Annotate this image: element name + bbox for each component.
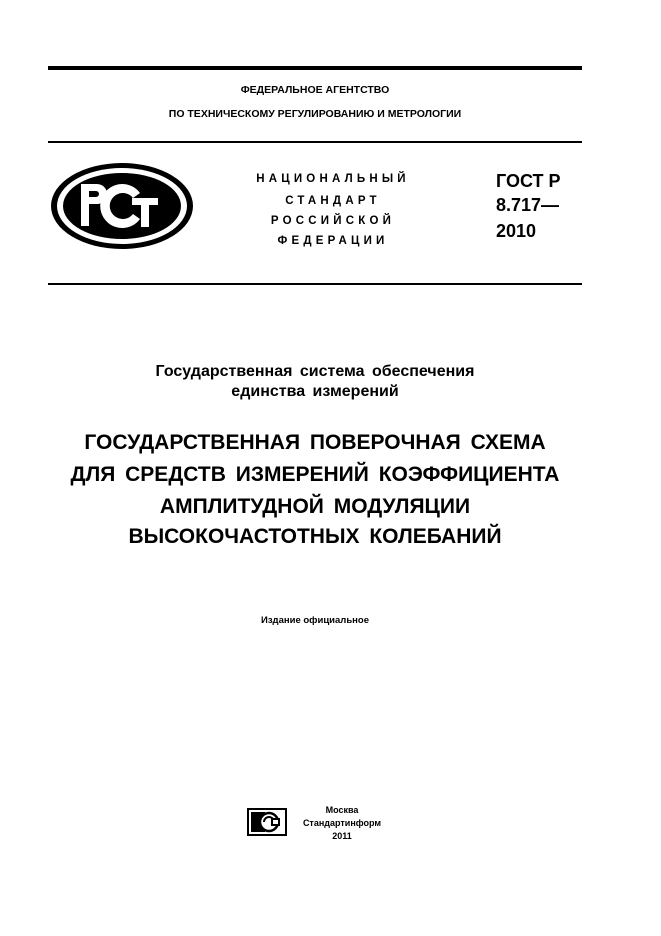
publisher-name: Стандартинформ xyxy=(302,818,382,828)
national-line-3: РОССИЙСКОЙ xyxy=(270,215,396,227)
gost-code-line-1: ГОСТ Р xyxy=(496,171,561,191)
series-line-1: Государственная система обеспечения xyxy=(155,363,475,380)
edition-label: Издание официальное xyxy=(261,615,369,626)
national-line-1: НАЦИОНАЛЬНЫЙ xyxy=(256,173,410,185)
gost-code-line-3: 2010 xyxy=(496,221,537,241)
header-rule xyxy=(48,141,582,143)
national-line-2: СТАНДАРТ xyxy=(285,195,381,207)
title-line-4: ВЫСОКОЧАСТОТНЫХ КОЛЕБАНИЙ xyxy=(128,525,502,548)
agency-line-1: ФЕДЕРАЛЬНОЕ АГЕНТСТВО xyxy=(240,84,390,96)
series-line-2: единства измерений xyxy=(231,383,399,400)
title-line-1: ГОСУДАРСТВЕННАЯ ПОВЕРОЧНАЯ СХЕМА xyxy=(84,431,546,454)
title-line-3: АМПЛИТУДНОЙ МОДУЛЯЦИИ xyxy=(159,495,471,518)
publisher-city: Москва xyxy=(325,805,359,815)
gost-code-line-2: 8.717— xyxy=(496,195,560,215)
agency-line-2: ПО ТЕХНИЧЕСКОМУ РЕГУЛИРОВАНИЮ И МЕТРОЛОГИИ xyxy=(168,108,462,120)
standartinform-logo-icon xyxy=(247,808,287,836)
top-rule xyxy=(48,66,582,70)
national-line-4: ФЕДЕРАЦИИ xyxy=(277,235,389,247)
rst-logo-icon xyxy=(48,160,196,252)
title-line-2: ДЛЯ СРЕДСТВ ИЗМЕРЕНИЙ КОЭФФИЦИЕНТА xyxy=(70,463,560,486)
mid-rule xyxy=(48,283,582,285)
publisher-year: 2011 xyxy=(332,831,352,841)
